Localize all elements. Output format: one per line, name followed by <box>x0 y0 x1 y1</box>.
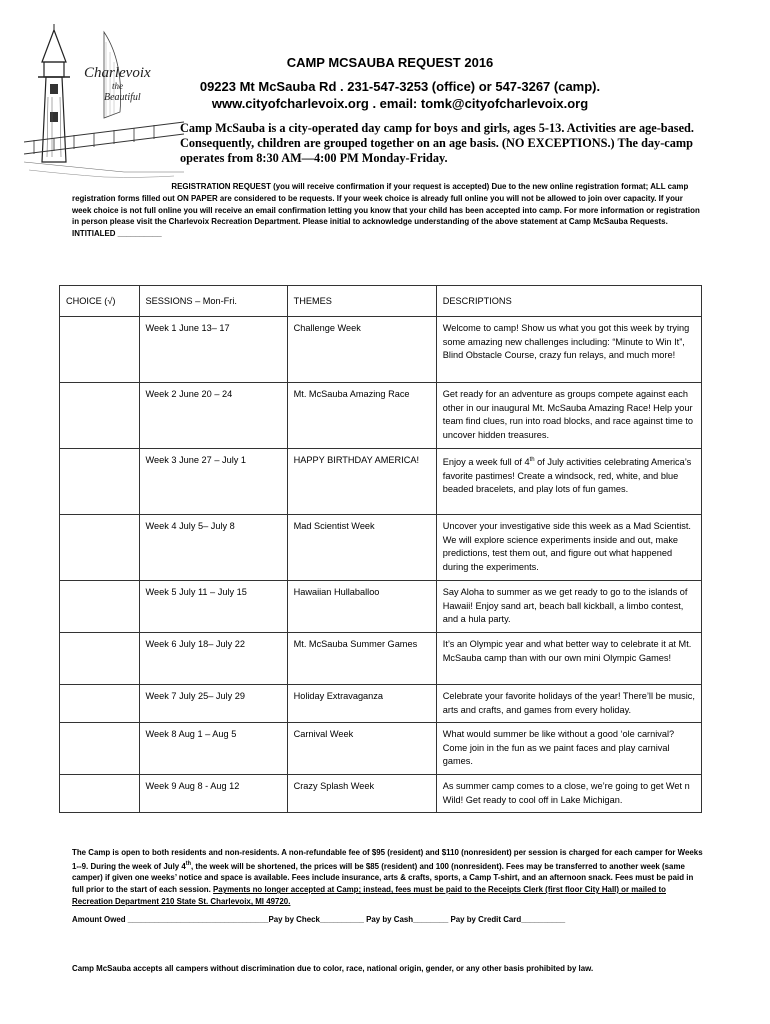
themes-header: THEMES <box>287 286 436 317</box>
description-cell: Get ready for an adventure as groups compete against each other in our inaugural Mt. McSauba Amazing Race! Help your team find clues, run into road blocks, and race against time to uncover hidden treasures. <box>436 383 701 449</box>
table-header-row <box>60 286 702 317</box>
table-row <box>60 581 702 633</box>
page-title: CAMP MCSAUBA REQUEST 2016 <box>286 55 494 70</box>
descriptions-header: DESCRIPTIONS <box>436 286 701 317</box>
table-row <box>60 449 702 515</box>
web-email-line: www.cityofcharlevoix.org . email: tomk@cityofcharlevoix.org <box>211 96 589 111</box>
fees-paragraph <box>72 847 707 908</box>
fees-text-a: The Camp is open to both residents and non-residents. A non-refundable fee of $95 (resident) and $110 (nonresident) per session is charged for each camper for Weeks 1--9. During the week of July 4 <box>72 847 703 871</box>
description-cell: What would summer be like without a good ‘ole carnival? Come join in the fun as we paint faces and play carnival games. <box>436 723 701 775</box>
fees-ordinal-suffix: th <box>185 860 192 867</box>
session-cell: Week 3 June 27 – July 1 <box>139 449 287 515</box>
address-phone-line: 09223 Mt McSauba Rd . 231-547-3253 (office) or 547-3267 (camp). <box>199 79 601 94</box>
description-cell: Welcome to camp! Show us what you got this week by trying some amazing new challenges including: “Minute to Win It”, Blind Obstacle Course, crazy fun relays, and much more! <box>436 317 701 383</box>
table-row <box>60 775 702 813</box>
session-cell: Week 7 July 25– July 29 <box>139 685 287 723</box>
nondiscrimination-statement: Camp McSauba accepts all campers without discrimination due to color, race, national origin, gender, or any other basis prohibited by law. <box>72 963 594 973</box>
description-cell: As summer camp comes to a close, we’re going to get Wet n Wild! Get ready to cool off in Lake Michigan. <box>436 775 701 813</box>
choice-cell[interactable] <box>60 581 140 633</box>
description-text-pre: Enjoy a week full of 4 <box>442 457 530 468</box>
theme-cell: Holiday Extravaganza <box>287 685 436 723</box>
logo-text-charlevoix: Charlevoix <box>84 65 151 81</box>
contact-block <box>150 78 650 112</box>
sessions-header: SESSIONS – Mon-Fri. <box>139 286 287 317</box>
theme-cell: Carnival Week <box>287 723 436 775</box>
session-cell: Week 1 June 13– 17 <box>139 317 287 383</box>
table-row <box>60 515 702 581</box>
camp-intro: Camp McSauba is a city-operated day camp for boys and girls, ages 5-13. Activities are age-based. Consequently, children are grouped together on an age basis. (NO EXCEPTIONS.) The day-camp operates from 8:30 AM—4:00 PM Monday-Friday. <box>180 121 694 165</box>
table-row <box>60 383 702 449</box>
payment-line[interactable]: Amount Owed ________________________________Pay by Check__________ Pay by Cash________ Pay by Credit Card__________ <box>72 914 566 924</box>
session-cell: Week 6 July 18– July 22 <box>139 633 287 685</box>
session-cell: Week 8 Aug 1 – Aug 5 <box>139 723 287 775</box>
choice-cell[interactable] <box>60 775 140 813</box>
theme-cell: Mt. McSauba Summer Games <box>287 633 436 685</box>
sessions-table <box>59 285 702 813</box>
description-cell: It’s an Olympic year and what better way to celebrate it at Mt. McSauba camp than with our own mini Olympic Games! <box>436 633 701 685</box>
description-cell: Celebrate your favorite holidays of the year! There’ll be music, arts and crafts, and games from every holiday. <box>436 685 701 723</box>
table-row <box>60 685 702 723</box>
description-cell <box>436 449 701 515</box>
session-cell: Week 4 July 5– July 8 <box>139 515 287 581</box>
session-cell: Week 9 Aug 8 - Aug 12 <box>139 775 287 813</box>
theme-cell: Hawaiian Hullaballoo <box>287 581 436 633</box>
ordinal-suffix: th <box>529 457 535 463</box>
table-row <box>60 633 702 685</box>
session-cell: Week 5 July 11 – July 15 <box>139 581 287 633</box>
theme-cell: Challenge Week <box>287 317 436 383</box>
description-cell: Say Aloha to summer as we get ready to go to the islands of Hawaii! Enjoy sand art, beach ball kickball, a limbo contest, and a hula party. <box>436 581 701 633</box>
session-cell: Week 2 June 20 – 24 <box>139 383 287 449</box>
theme-cell: Mt. McSauba Amazing Race <box>287 383 436 449</box>
logo-text-beautiful: Beautiful <box>104 92 141 103</box>
registration-note: REGISTRATION REQUEST (you will receive confirmation if your request is accepted) Due to the new online registration format; ALL camp registration forms filled out ON PAPER are considered to be requests. If your week choice is already full online you will not be allowed to join over capacity. If your week choice is not full online you will receive an email confirmation letting you know that your child has been accepted into camp. For more information or registration in person please visit the Charlevoix Recreation Department. Please initial to acknowledge understanding of the above statement at Camp McSauba Requests. INTITIALED __________ <box>72 181 700 239</box>
choice-cell[interactable] <box>60 515 140 581</box>
theme-cell: Mad Scientist Week <box>287 515 436 581</box>
choice-cell[interactable] <box>60 633 140 685</box>
choice-header: CHOICE (√) <box>60 286 140 317</box>
choice-cell[interactable] <box>60 685 140 723</box>
choice-cell[interactable] <box>60 317 140 383</box>
table-row <box>60 317 702 383</box>
theme-cell: Crazy Splash Week <box>287 775 436 813</box>
choice-cell[interactable] <box>60 383 140 449</box>
fees-text-b: , the week will be shortened, the prices will be $85 (resident) and 100 (nonresident). Fees may be transferred to another week (same camper) if given one weeks’ notice and space is available. Fees include insurance, arts & crafts, sports, a Camp T-shirt, and an afternoon snack. Fees must be paid in full prior to the start of each session. <box>72 860 694 895</box>
logo-text-the: the <box>112 81 123 91</box>
table-row <box>60 723 702 775</box>
choice-cell[interactable] <box>60 449 140 515</box>
payment-instructions: Payments no longer accepted at Camp; instead, fees must be paid to the Receipts Clerk (first floor City Hall) or mailed to Recreation Department 210 State St. Charlevoix, MI 49720. <box>72 884 666 907</box>
description-text: of July activities celebrating America’s favorite pastimes! Create a windsock, red, white, and blue beaded bracelets, and play lots of fun games. <box>442 457 692 495</box>
theme-cell: HAPPY BIRTHDAY AMERICA! <box>287 449 436 515</box>
choice-cell[interactable] <box>60 723 140 775</box>
description-cell: Uncover your investigative side this week as a Mad Scientist. We will explore science experiments inside and out, make predictions, test them out, and figure out what happened during the experiments. <box>436 515 701 581</box>
